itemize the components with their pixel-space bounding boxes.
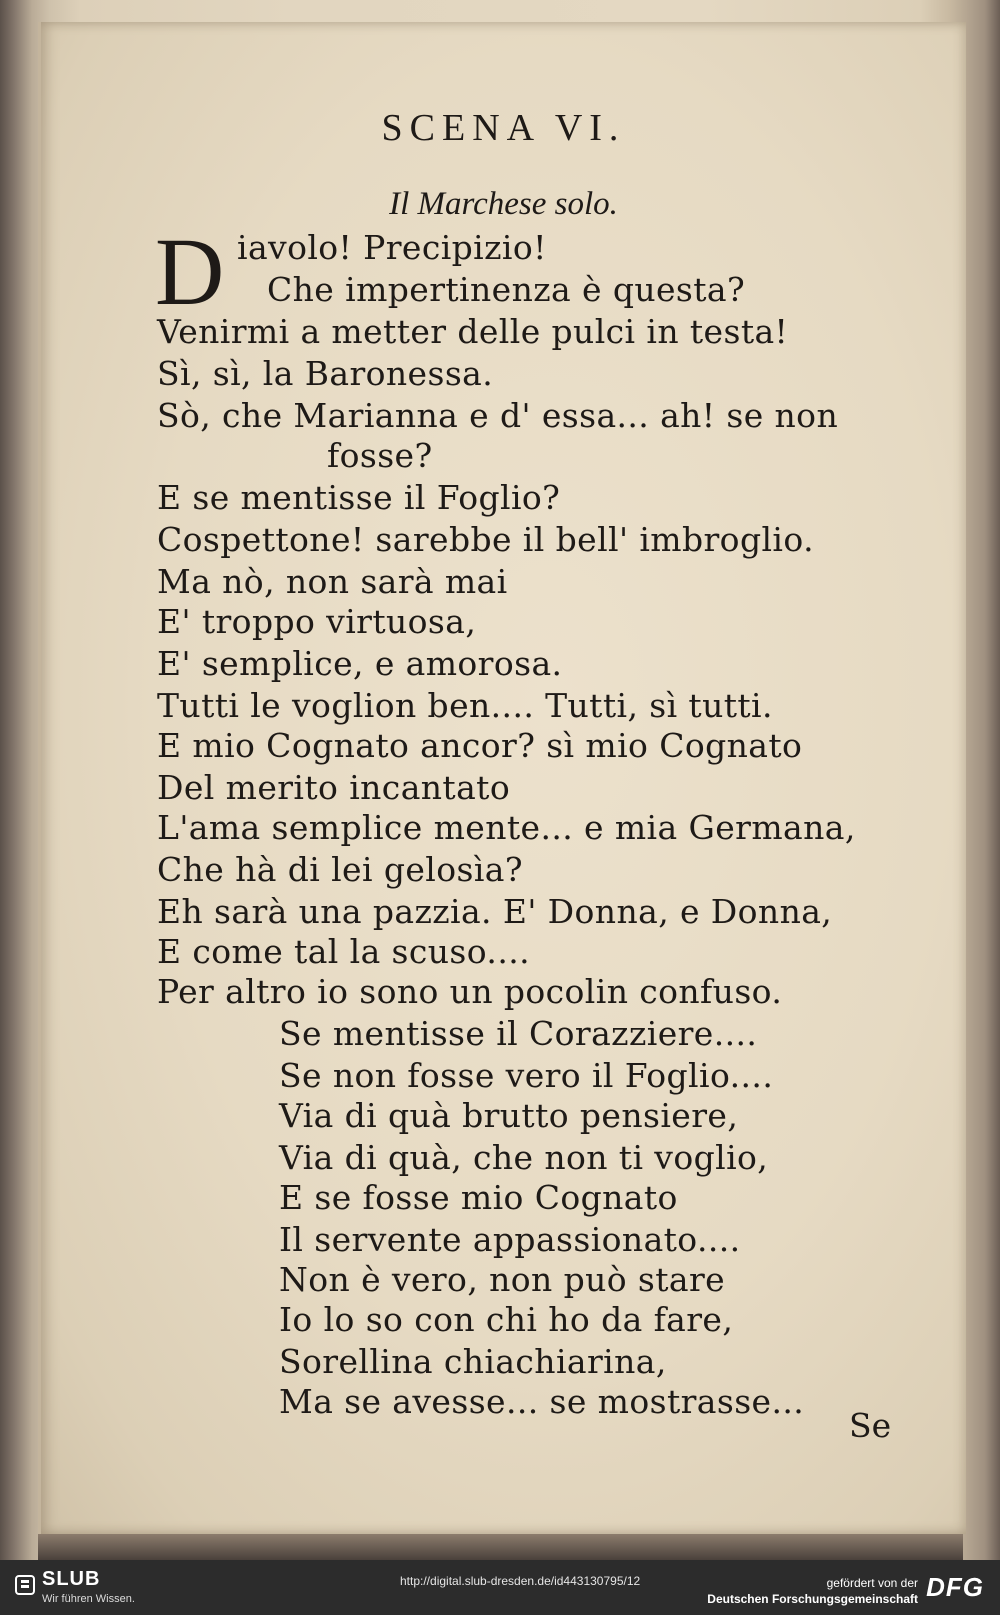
- verse-line: Sorellina chiachiarina,: [279, 1342, 667, 1381]
- verse-line: iavolo! Precipizio!: [237, 228, 547, 267]
- page-text: [41, 22, 966, 1534]
- verse-line: Via di quà, che non ti voglio,: [279, 1138, 769, 1177]
- verse-line: E' semplice, e amorosa.: [157, 644, 563, 683]
- verse-line: Tutti le voglion ben.... Tutti, sì tutti.: [157, 686, 773, 725]
- dfg-logo[interactable]: DFG: [926, 1572, 984, 1602]
- slub-logo[interactable]: SLUB: [42, 1568, 101, 1590]
- verse-line: Via di quà brutto pensiere,: [279, 1096, 739, 1135]
- verse-line: Ma se avesse... se mostrasse...: [279, 1382, 805, 1421]
- page-edge: [38, 1534, 963, 1560]
- verse-line: Se mentisse il Corazziere....: [279, 1014, 758, 1053]
- slub-logo-icon: [14, 1574, 36, 1596]
- verse-line: Del merito incantato: [157, 768, 511, 807]
- scene-subheading: Il Marchese solo.: [389, 186, 618, 222]
- verse-line: Io lo so con chi ho da fare,: [279, 1300, 734, 1339]
- funding-note: gefördert von der: [826, 1576, 918, 1590]
- verse-line: Sì, sì, la Baronessa.: [157, 354, 494, 393]
- drop-capital: D: [155, 218, 225, 325]
- verse-line: Che hà di lei gelosìa?: [157, 850, 523, 889]
- verse-line: Il servente appassionato....: [279, 1220, 741, 1259]
- verse-line: Venirmi a metter delle pulci in testa!: [157, 312, 789, 351]
- funding-organization: Deutschen Forschungsgemeinschaft: [707, 1592, 918, 1606]
- verse-line: Cospettone! sarebbe il bell' imbroglio.: [157, 520, 814, 559]
- verse-line: Eh sarà una pazzia. E' Donna, e Donna,: [157, 892, 833, 931]
- verse-line: fosse?: [327, 436, 433, 475]
- permalink[interactable]: http://digital.slub-dresden.de/id443130795/12: [400, 1574, 641, 1588]
- book-page: [38, 22, 966, 1534]
- verse-line: Per altro io sono un pocolin confuso.: [157, 972, 783, 1011]
- footer-bar: [0, 1560, 1000, 1615]
- slub-tagline: Wir führen Wissen.: [42, 1593, 135, 1605]
- scene-heading: SCENA VI.: [381, 107, 626, 149]
- verse-line: E mio Cognato ancor? sì mio Cognato: [157, 726, 803, 765]
- verse-line: E come tal la scuso....: [157, 932, 530, 971]
- verse-line: L'ama semplice mente... e mia Germana,: [157, 808, 856, 847]
- verse-line: Che impertinenza è questa?: [267, 270, 746, 309]
- verse-line: E se fosse mio Cognato: [279, 1178, 678, 1217]
- verse-line: Non è vero, non può stare: [279, 1260, 726, 1299]
- verse-line: E' troppo virtuosa,: [157, 602, 477, 641]
- verse-line: Se non fosse vero il Foglio....: [279, 1056, 774, 1095]
- verse-line: E se mentisse il Foglio?: [157, 478, 561, 517]
- verse-line: Ma nò, non sarà mai: [157, 562, 508, 601]
- verse-line: Sò, che Marianna e d' essa... ah! se non: [157, 396, 839, 435]
- catchword: Se: [849, 1406, 892, 1445]
